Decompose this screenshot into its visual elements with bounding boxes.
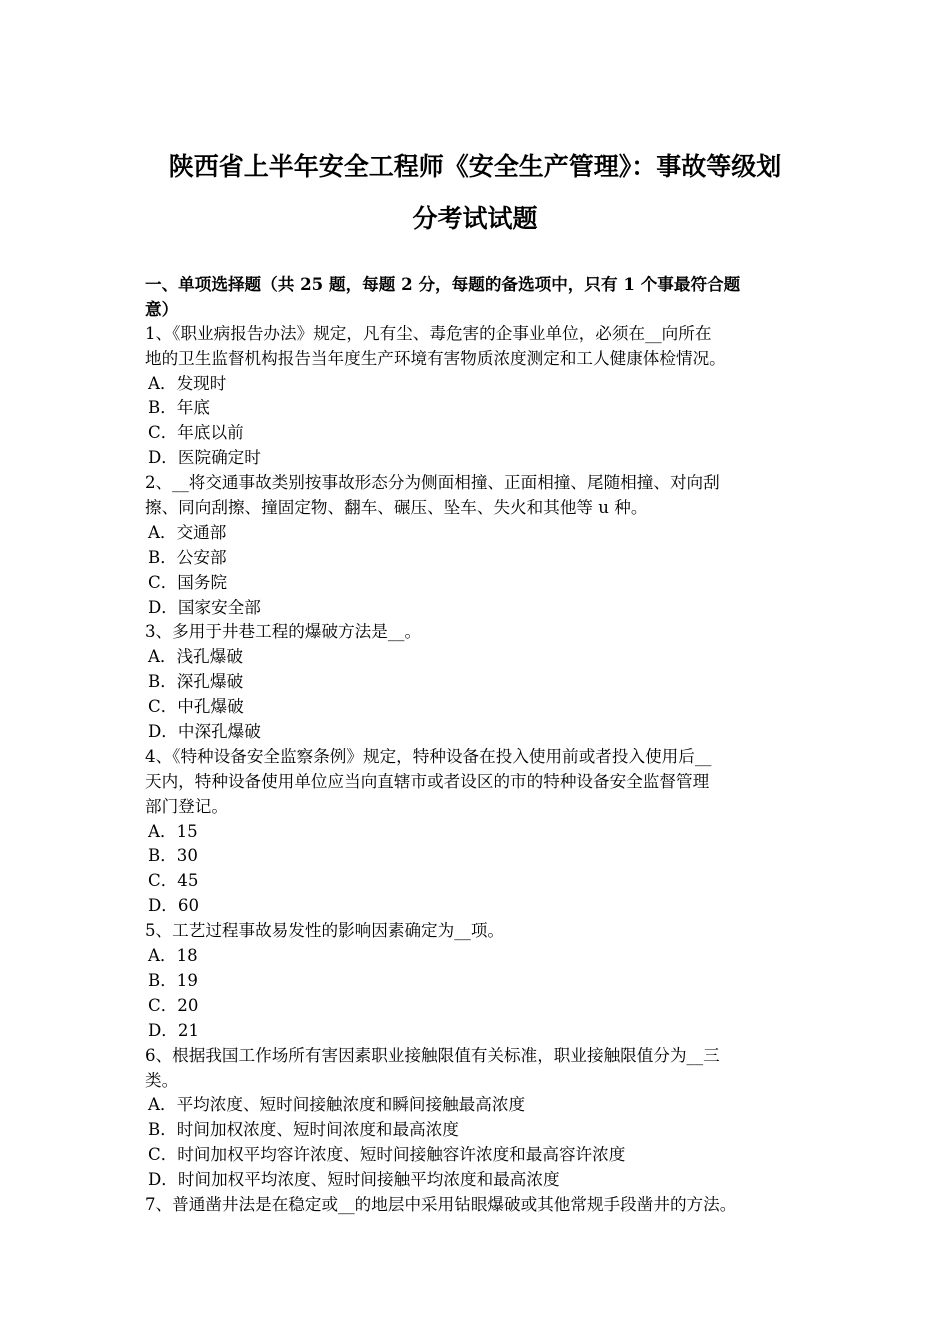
question-1 — [145, 322, 825, 471]
option-b: B．深孔爆破 — [148, 672, 244, 692]
question-text: 4、《特种设备安全监察条例》规定，特种设备在投入使用前或者投入使用后__ — [145, 746, 712, 766]
question-text: 1、《职业病报告办法》规定，凡有尘、毒危害的企事业单位，必须在__向所在 — [145, 323, 712, 343]
option-a: A．18 — [148, 946, 198, 966]
question-text: 天内，特种设备使用单位应当向直辖市或者设区的市的特种设备安全监督管理 — [145, 771, 710, 791]
option-d: D．国家安全部 — [148, 597, 261, 617]
option-b: B．30 — [148, 846, 198, 866]
option-d: D．中深孔爆破 — [148, 722, 261, 742]
document-title-line-2: 分考试试题 — [412, 204, 538, 233]
question-text: 类。 — [145, 1070, 179, 1090]
question-text: 3、多用于井巷工程的爆破方法是__。 — [145, 622, 422, 642]
document-body — [145, 272, 825, 1218]
option-c: C．45 — [148, 871, 199, 891]
option-b: B．19 — [148, 970, 198, 990]
option-c: C．国务院 — [148, 572, 228, 592]
question-2 — [145, 471, 825, 620]
question-text: 2、__将交通事故类别按事故形态分为侧面相撞、正面相撞、尾随相撞、对向刮 — [145, 473, 720, 493]
option-c: C．20 — [148, 995, 199, 1015]
question-6 — [145, 1044, 825, 1193]
option-c: C．中孔爆破 — [148, 697, 244, 717]
option-d: D．21 — [148, 1020, 200, 1040]
option-d: D．医院确定时 — [148, 448, 261, 468]
question-text: 擦、同向刮擦、撞固定物、翻车、碾压、坠车、失火和其他等 u 种。 — [145, 498, 648, 518]
option-d: D．时间加权平均浓度、短时间接触平均浓度和最高浓度 — [148, 1170, 560, 1190]
option-c: C．时间加权平均容许浓度、短时间接触容许浓度和最高容许浓度 — [148, 1145, 626, 1165]
option-a: A．15 — [148, 821, 198, 841]
question-text: 地的卫生监督机构报告当年度生产环境有害物质浓度测定和工人健康体检情况。 — [145, 348, 726, 368]
question-text: 5、工艺过程事故易发性的影响因素确定为__项。 — [145, 921, 505, 941]
option-b: B．年底 — [148, 398, 210, 418]
question-3 — [145, 620, 825, 744]
document-title-line-1: 陕西省上半年安全工程师《安全生产管理》：事故等级划 — [168, 152, 782, 181]
option-b: B．公安部 — [148, 547, 227, 567]
section-heading-continued: 意） — [145, 298, 179, 319]
question-text: 部门登记。 — [145, 796, 228, 816]
option-a: A．交通部 — [148, 522, 227, 542]
option-a: A．平均浓度、短时间接触浓度和瞬间接触最高浓度 — [148, 1095, 526, 1115]
question-4 — [145, 745, 825, 919]
question-7 — [145, 1193, 825, 1218]
option-c: C．年底以前 — [148, 423, 244, 443]
option-a: A．浅孔爆破 — [148, 647, 243, 667]
option-b: B．时间加权浓度、短时间浓度和最高浓度 — [148, 1120, 459, 1140]
option-a: A．发现时 — [148, 373, 227, 393]
question-text: 6、根据我国工作场所有害因素职业接触限值有关标准，职业接触限值分为__三 — [145, 1045, 720, 1065]
section-heading: 一、单项选择题（共 25 题，每题 2 分，每题的备选项中，只有 1 个事最符合题 — [145, 274, 741, 294]
option-d: D．60 — [148, 896, 200, 916]
question-5 — [145, 919, 825, 1043]
question-text: 7、普通凿井法是在稳定或__的地层中采用钻眼爆破或其他常规手段凿井的方法。 — [145, 1194, 737, 1214]
